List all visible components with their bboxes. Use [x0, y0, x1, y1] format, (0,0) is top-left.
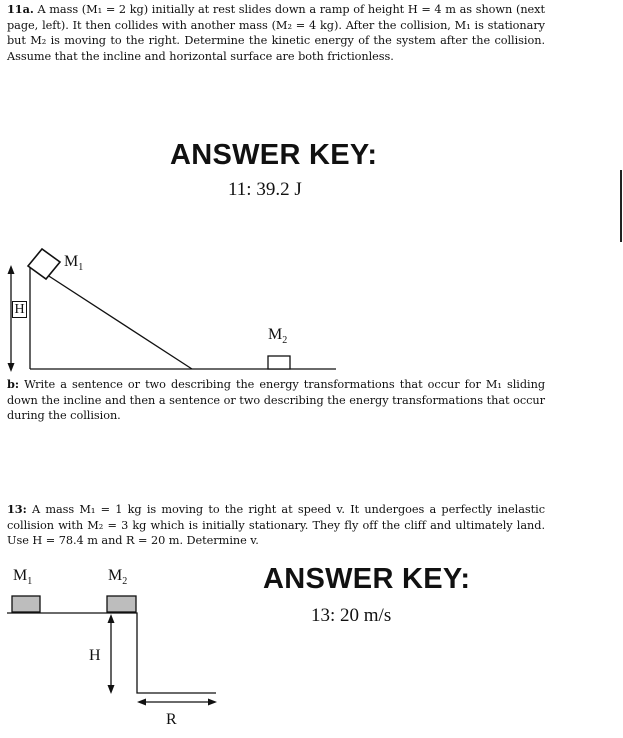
ramp-incline [38, 269, 192, 369]
cliff-m1-label: $M_1$ [13, 567, 33, 588]
problem-11-body: A mass (M₁ = 2 kg) initially at rest slides down a ramp of height H = 4 m as shown (next page, left). It then collides with another mass (M₂ = 4 kg). After the collision, M₁ is stationary but M₂ is moving to the right. Determine the kinetic energy of the system after the collision. Assume that the incline and horizontal surface are both frictionless. [7, 3, 545, 63]
answer-key-title-13: ANSWER KEY: [263, 563, 471, 595]
block-m2 [268, 356, 290, 369]
problem-13-text [7, 502, 545, 549]
ramp-m2-label: $M_2$ [268, 326, 288, 347]
problem-13-label: 13: [7, 502, 27, 516]
cliff-h-label: H [89, 647, 101, 664]
answer-key-title-11: ANSWER KEY: [170, 139, 378, 171]
ramp-m1-label: $M_1$ [64, 253, 84, 274]
cliff-r-label: R [166, 711, 177, 728]
arrow-down-head [8, 363, 15, 372]
answer-13: 13: 20 m/s [311, 605, 392, 626]
answer-11: 11: 39.2 J [228, 179, 302, 200]
block-m1 [28, 249, 60, 279]
cliff-m2-label: $M_2$ [108, 567, 128, 588]
problem-11b-body: Write a sentence or two describing the energy transformations that occur for M₁ sliding down the incline and then a sentence or two describing the energy transformations that occur during the collision. [7, 378, 545, 423]
range-arrow-left-head [137, 699, 146, 706]
cliff-arrow-up-head [108, 614, 115, 623]
problem-11b-label: b: [7, 377, 19, 391]
height-label-box: H [12, 301, 27, 318]
arrow-up-head [8, 265, 15, 274]
block-m2-cliff [107, 596, 136, 612]
problem-11-label: 11a. [7, 2, 34, 16]
block-m1-cliff [12, 596, 40, 612]
problem-11b-text [7, 377, 545, 424]
problem-13-body: A mass M₁ = 1 kg is moving to the right at speed v. It undergoes a perfectly inelastic collision with M₂ = 3 kg which is initially stationary. They fly off the cliff and ultimately land. Use H = 78.4 m and R = 20 m. Determine v. [7, 503, 545, 548]
range-arrow-right-head [208, 699, 217, 706]
cliff-arrow-down-head [108, 685, 115, 694]
